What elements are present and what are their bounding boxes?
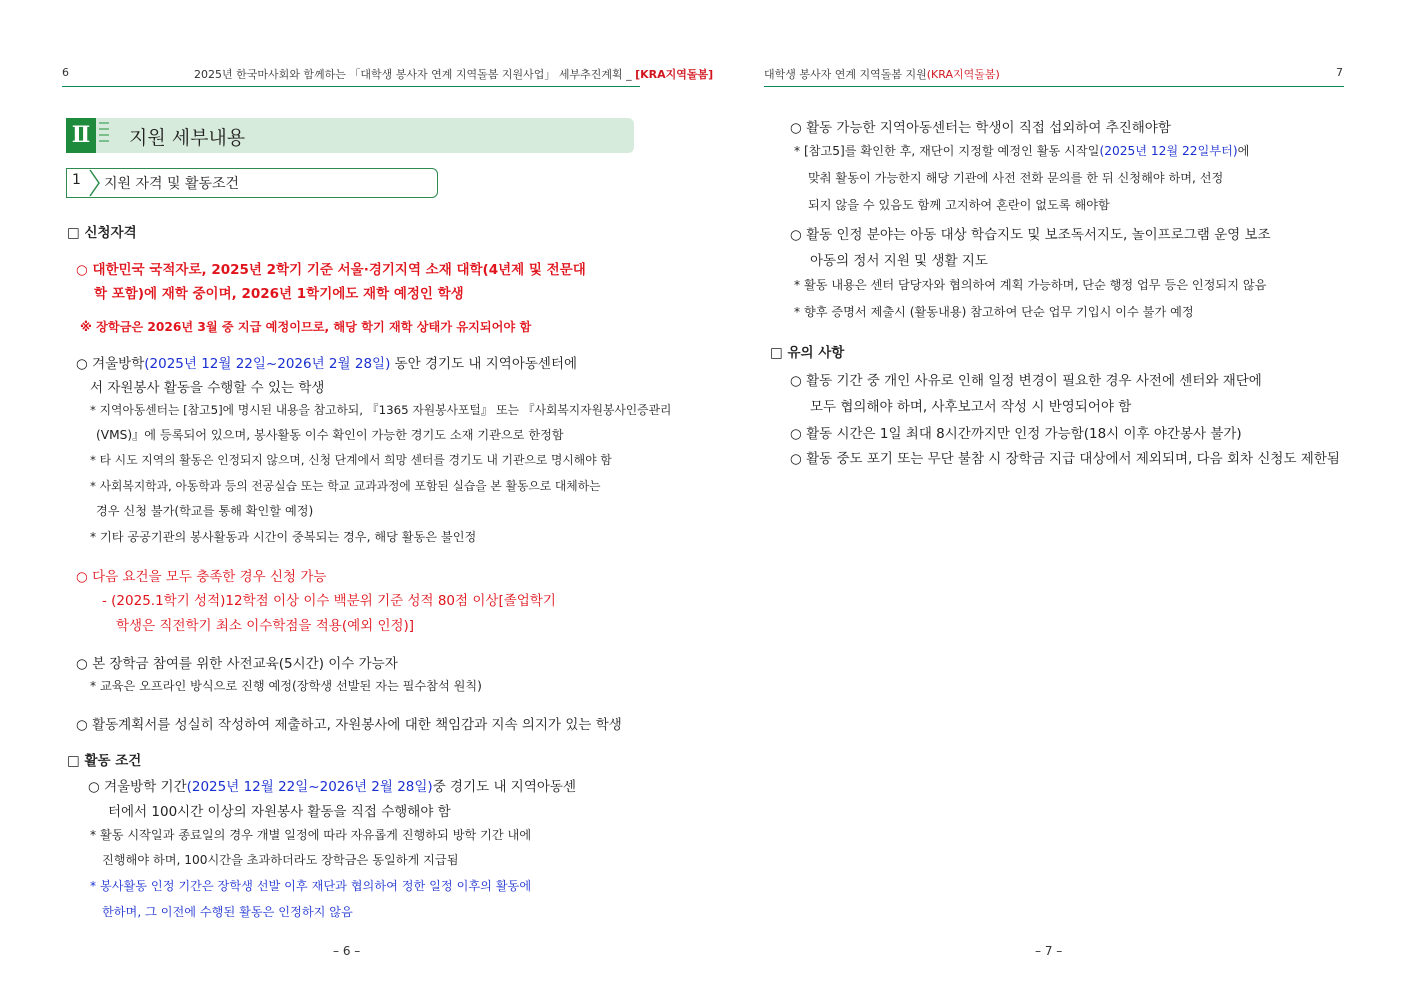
activity-bullet-1a: * 활동 시작일과 종료일의 경우 개별 일정에 따라 자유롭게 진행하되 방학 기간 내에 <box>90 828 532 842</box>
caution-item-2: ○ 활동 시간은 1일 최대 8시간까지만 인정 가능함(18시 이후 야간봉사 불가) <box>790 426 1242 442</box>
caution-heading: □ 유의 사항 <box>770 345 845 361</box>
right-item-2-bullet-2: * 향후 증명서 제출시 (활동내용) 참고하여 단순 업무 기입시 이수 불가 예정 <box>794 305 1194 319</box>
right-item-2-line-1: ○ 활동 인정 분야는 아동 대상 학습지도 및 보조독서지도, 놀이프로그램 운영 보조 <box>790 227 1271 243</box>
caution-item-1-line-2: 모두 협의해야 하며, 사후보고서 작성 시 반영되어야 함 <box>810 399 1132 415</box>
left-header-brand: [KRA지역돌봄] <box>635 68 714 81</box>
eligibility-item-1-line-1: ○ 대한민국 국적자로, 2025년 2학기 기준 서울·경기지역 소재 대학(4년제 및 전문대 <box>76 262 586 278</box>
eligibility-item-2-pre: ○ 겨울방학 <box>76 356 145 372</box>
subsection-number: 1 <box>72 172 81 188</box>
eligibility-item-5: ○ 활동계획서를 성실히 작성하여 제출하고, 자원봉사에 대한 책임감과 지속 의지가 있는 학생 <box>76 717 622 733</box>
activity-item-1-pre: ○ 겨울방학 기간 <box>88 779 187 795</box>
section-number: Ⅱ <box>66 118 96 153</box>
left-header-page-number: 6 <box>62 66 69 79</box>
right-item-1-bullet-post: 에 <box>1237 144 1250 158</box>
eligibility-item-4-bullet: * 교육은 오프라인 방식으로 진행 예정(장학생 선발된 자는 필수참석 원칙) <box>90 679 482 693</box>
activity-item-1-period: (2025년 12월 22일~2026년 2월 28일) <box>186 779 433 795</box>
eligibility-item-2-bullet-4: * 기타 공공기관의 봉사활동과 시간이 중복되는 경우, 해당 활동은 불인정 <box>90 530 477 544</box>
eligibility-item-2-bullet-2: * 타 시도 지역의 활동은 인정되지 않으며, 신청 단계에서 희망 센터를 경기도 내 기관으로 명시해야 함 <box>90 453 612 467</box>
eligibility-item-2-bullet-1b: (VMS)』에 등록되어 있으며, 봉사활동 이수 확인이 가능한 경기도 소재 기관으로 한정함 <box>96 428 564 442</box>
section-decor-icon <box>99 122 109 148</box>
right-item-2-bullet-1: * 활동 내용은 센터 담당자와 협의하여 계획 가능하며, 단순 행정 업무 등은 인정되지 않음 <box>794 278 1267 292</box>
eligibility-heading: □ 신청자격 <box>67 225 137 241</box>
right-header-brand: (KRA지역돌봄) <box>926 68 1000 81</box>
right-header-title <box>764 66 1000 82</box>
activity-bullet-2a: * 봉사활동 인정 기간은 장학생 선발 이후 재단과 협의하여 정한 일정 이후의 활동에 <box>90 879 532 893</box>
caution-item-1-line-1: ○ 활동 기간 중 개인 사유로 인해 일정 변경이 필요한 경우 사전에 센터와 재단에 <box>790 373 1262 389</box>
right-header-text: 대학생 봉사자 연계 지역돌봄 지원 <box>764 68 927 81</box>
activity-bullet-1b: 진행해야 하며, 100시간을 초과하더라도 장학금은 동일하게 지급됨 <box>102 853 459 867</box>
caution-item-3: ○ 활동 중도 포기 또는 무단 불참 시 장학금 지급 대상에서 제외되며, 다음 회차 신청도 제한됨 <box>790 451 1340 467</box>
eligibility-item-2-line-1 <box>76 352 577 372</box>
eligibility-item-2-period: (2025년 12월 22일~2026년 2월 28일) <box>144 356 391 372</box>
eligibility-item-2-bullet-1a: * 지역아동센터는 [참고5]에 명시된 내용을 참고하되, 『1365 자원봉사포털』 또는 『사회복지자원봉사인증관리 <box>90 403 672 417</box>
left-page-number: – 6 – <box>333 944 361 958</box>
right-item-1: ○ 활동 가능한 지역아동센터는 학생이 직접 섭외하여 추진해야함 <box>790 120 1171 136</box>
right-page-number: – 7 – <box>1035 944 1063 958</box>
right-item-1-bullet-line-3: 되지 않을 수 있음도 함께 고지하여 혼란이 없도록 해야함 <box>808 198 1110 212</box>
right-item-2-line-2: 아동의 정서 지원 및 생활 지도 <box>810 253 988 269</box>
eligibility-item-3-detail-1: - (2025.1학기 성적)12학점 이상 이수 백분위 기준 성적 80점 이상[졸업학기 <box>102 593 556 609</box>
right-header-rule <box>764 86 1344 87</box>
left-header-text: 2025년 한국마사회와 함께하는 「대학생 봉사자 연계 지역돌봄 지원사업」 세부추진계획 _ <box>194 68 632 81</box>
activity-item-1-post: 중 경기도 내 지역아동센 <box>432 779 576 795</box>
left-header-title <box>194 66 713 82</box>
section-title: 지원 세부내용 <box>129 127 246 149</box>
eligibility-item-2-line-2: 서 자원봉사 활동을 수행할 수 있는 학생 <box>90 380 325 396</box>
activity-heading: □ 활동 조건 <box>67 753 142 769</box>
eligibility-item-4: ○ 본 장학금 참여를 위한 사전교육(5시간) 이수 가능자 <box>76 656 398 672</box>
eligibility-item-2-bullet-3b: 경우 신청 불가(학교를 통해 확인할 예정) <box>96 504 314 518</box>
right-item-1-bullet-pre: * [참고5]를 확인한 후, 재단이 지정할 예정인 활동 시작일 <box>794 144 1100 158</box>
right-item-1-bullet-line-1 <box>794 142 1249 159</box>
eligibility-item-3-detail-2: 학생은 직전학기 최소 이수학점을 적용(예외 인정)] <box>116 618 415 634</box>
eligibility-note: ※ 장학금은 2026년 3월 중 지급 예정이므로, 해당 학기 재학 상태가 유지되어야 함 <box>80 320 532 334</box>
right-header-page-number: 7 <box>1336 66 1343 79</box>
activity-item-1-line-2: 터에서 100시간 이상의 자원봉사 활동을 직접 수행해야 함 <box>108 804 451 820</box>
right-item-1-bullet-line-2: 맞춰 활동이 가능한지 해당 기관에 사전 전화 문의를 한 뒤 신청해야 하며, 선정 <box>808 171 1224 185</box>
eligibility-item-3: ○ 다음 요건을 모두 충족한 경우 신청 가능 <box>76 569 327 585</box>
right-item-1-bullet-date: (2025년 12월 22일부터) <box>1099 144 1238 158</box>
subsection-title: 지원 자격 및 활동조건 <box>104 176 240 192</box>
subsection-chevron-icon <box>86 168 102 198</box>
activity-item-1-line-1 <box>88 775 576 795</box>
left-header-rule <box>62 86 640 87</box>
activity-bullet-2b: 한하며, 그 이전에 수행된 활동은 인정하지 않음 <box>102 905 353 919</box>
eligibility-item-1-line-2: 학 포함)에 재학 중이며, 2026년 1학기에도 재학 예정인 학생 <box>94 286 464 302</box>
eligibility-item-2-post: 동안 경기도 내 지역아동센터에 <box>390 356 578 372</box>
eligibility-item-2-bullet-3a: * 사회복지학과, 아동학과 등의 전공실습 또는 학교 교과과정에 포함된 실습을 본 활동으로 대체하는 <box>90 479 601 493</box>
